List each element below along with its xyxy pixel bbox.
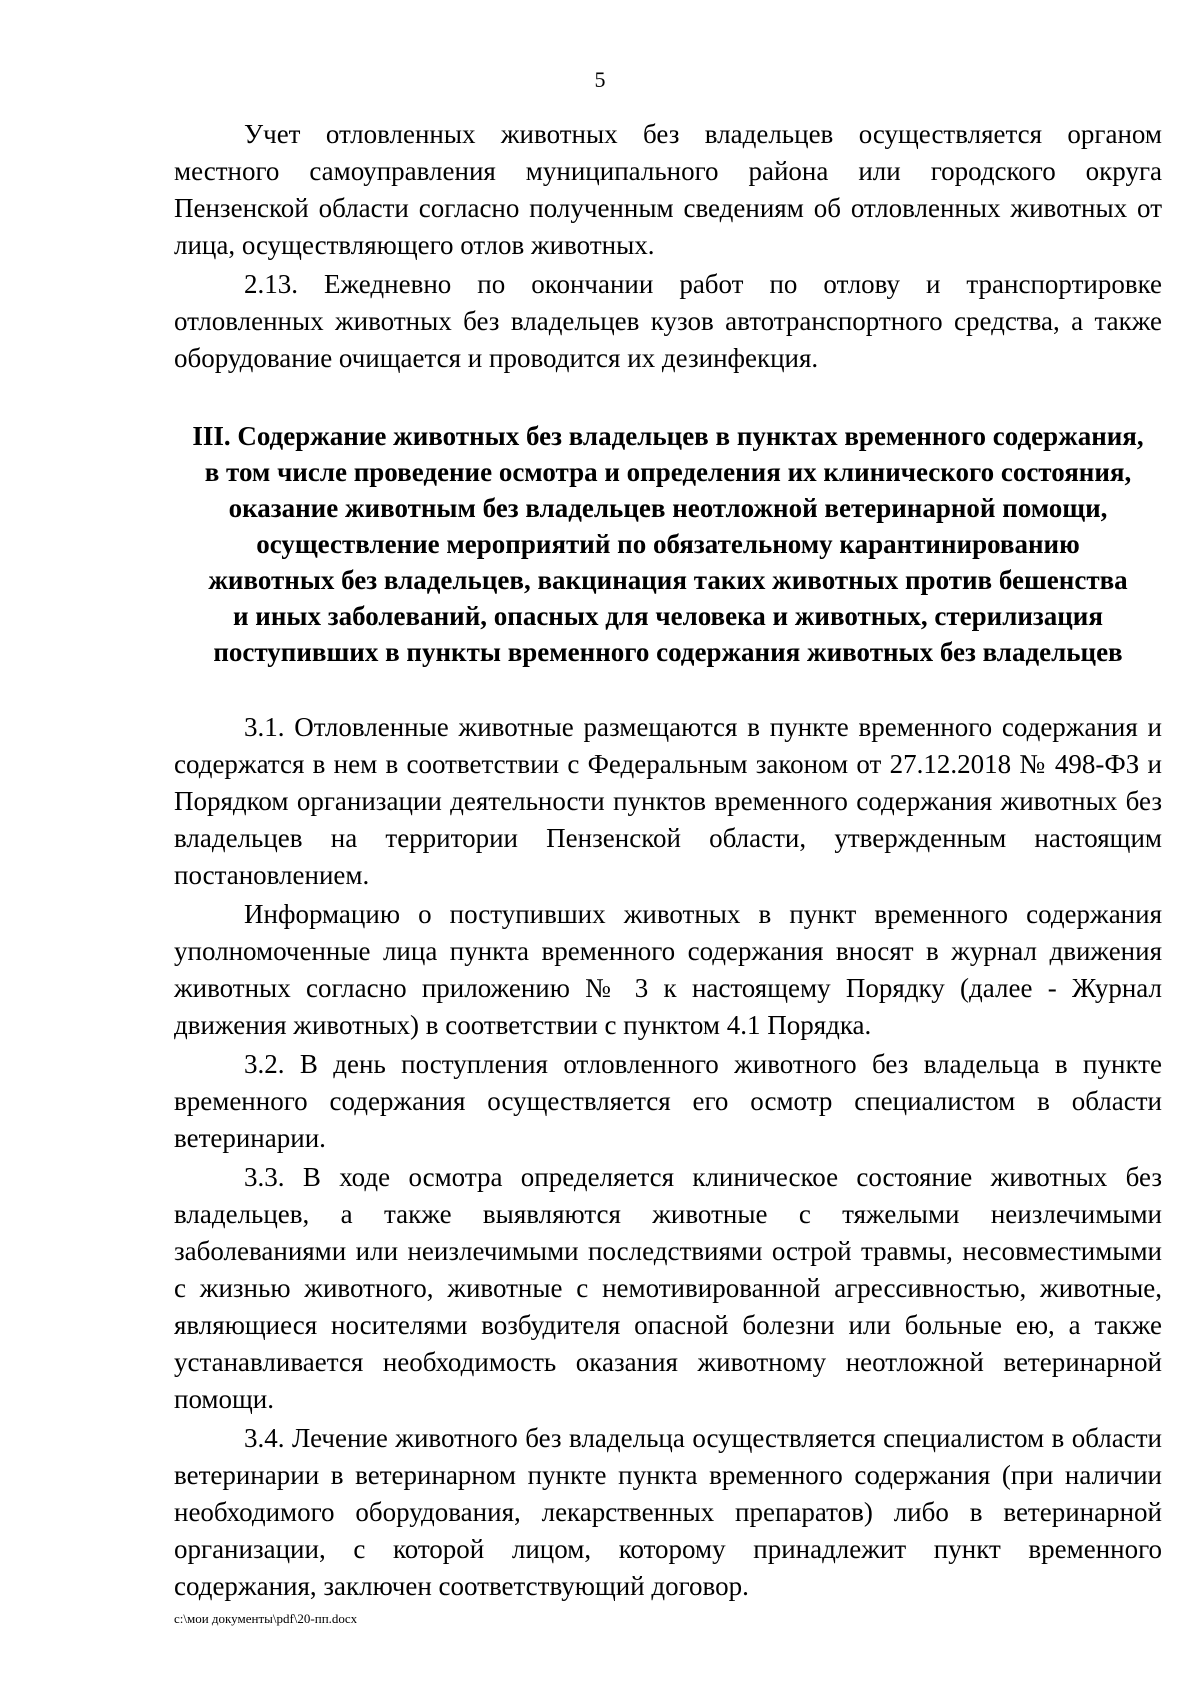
paragraph-3-1: 3.1. Отловленные животные размещаются в пункте временного содержания и содержатся в нем в соответствии с Федеральным законом от 27.12.2018 № 498-ФЗ и Порядком организации деятельности пунктов временного содержания животных без владельцев на территории Пензенской области, утвержденным настоящим постановлением. [174,712,1162,890]
heading-line: животных без владельцев, вакцинация таких животных против бешенства [208,565,1128,595]
heading-line: III. Содержание животных без владельцев в пунктах временного содержания, [192,421,1144,451]
paragraph-3-3: 3.3. В ходе осмотра определяется клиническое состояние животных без владельцев, а также выявляются животные с тяжелыми неизлечимыми заболеваниями или неизлечимыми последствиями острой травмы, несовместимыми с жизнью животного, животные с немотивированной агрессивностью, животные, являющиеся носителями возбудителя опасной болезни или больные ею, а также устанавливается необходимость оказания животному неотложной ветеринарной помощи. [174,1162,1162,1414]
heading-line: осуществление мероприятий по обязательному карантинированию [256,529,1080,559]
paragraph-3-4: 3.4. Лечение животного без владельца осуществляется специалистом в области ветеринарии в ветеринарном пункте пункта временного содержания (при наличии необходимого оборудования, лекарственных препаратов) либо в ветеринарной организации, с которой лицом, которому принадлежит пункт временного содержания, заключен соответствующий договор. [174,1423,1162,1601]
page-number: 5 [594,67,606,92]
paragraph-journal-info: Информацию о поступивших животных в пункт временного содержания уполномоченные лица пункта временного содержания вносят в журнал движения животных согласно приложению № 3 к настоящему Порядку (далее - Журнал движения животных) в соответствии с пунктом 4.1 Порядка. [174,899,1162,1040]
heading-line: и иных заболеваний, опасных для человека и животных, стерилизация [233,601,1103,631]
footer-file-path: c:\мои документы\pdf\20-пп.docx [174,1611,358,1626]
document-body [174,116,1162,1605]
section-heading-iii [174,418,1162,670]
heading-line: поступивших в пункты временного содержания животных без владельцев [213,637,1123,667]
heading-line: оказание животным без владельцев неотложной ветеринарной помощи, [228,493,1108,523]
paragraph-3-2: 3.2. В день поступления отловленного животного без владельца в пункте временного содержания осуществляется его осмотр специалистом в области ветеринарии. [174,1049,1162,1153]
paragraph-animal-accounting: Учет отловленных животных без владельцев осуществляется органом местного самоуправления муниципального района или городского округа Пензенской области согласно полученным сведениям об отловленных животных от лица, осуществляющего отлов животных. [174,119,1162,260]
heading-line: в том числе проведение осмотра и определения их клинического состояния, [204,457,1132,487]
paragraph-2-13: 2.13. Ежедневно по окончании работ по отлову и транспортировке отловленных животных без владельцев кузов автотранспортного средства, а также оборудование очищается и проводится их дезинфекция. [174,269,1162,373]
